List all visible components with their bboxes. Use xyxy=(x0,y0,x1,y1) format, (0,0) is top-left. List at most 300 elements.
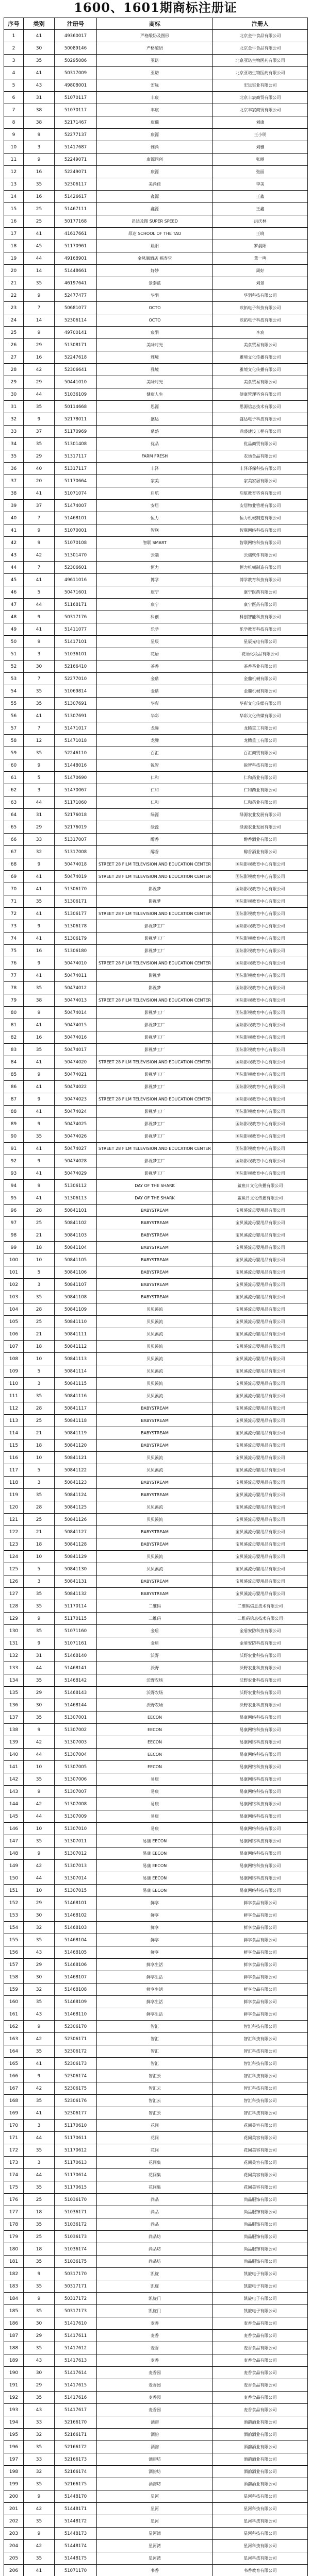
cell-registrant: 智汇科技有限公司 xyxy=(213,2107,308,2120)
cell-index: 35 xyxy=(4,450,24,463)
cell-reg-no: 46197641 xyxy=(55,277,97,290)
cell-registrant: 国际影视教育中心有限公司 xyxy=(213,871,308,883)
cell-class: 35 xyxy=(24,1600,55,1613)
cell-registrant: 星河科技有限公司 xyxy=(213,2515,308,2528)
cell-reg-no: 51448172 xyxy=(55,2515,97,2528)
table-row xyxy=(4,1810,308,1823)
cell-reg-no: 51170611 xyxy=(55,2132,97,2144)
cell-trademark: 麦香 xyxy=(97,2342,213,2354)
cell-reg-no: 51317117 xyxy=(55,450,97,463)
cell-registrant: 刘雅 xyxy=(213,141,308,154)
cell-reg-no: 51301470 xyxy=(55,549,97,562)
cell-reg-no: 52166174 xyxy=(55,2466,97,2478)
cell-class: 9 xyxy=(24,1118,55,1130)
table-row xyxy=(4,772,308,784)
cell-reg-no: 51448173 xyxy=(55,2528,97,2540)
cell-index: 199 xyxy=(4,2478,24,2490)
cell-registrant: 国际影视教育中心有限公司 xyxy=(213,858,308,871)
cell-class: 25 xyxy=(24,2231,55,2243)
cell-class: 9 xyxy=(24,1155,55,1167)
cell-trademark: 影视梦工厂 xyxy=(97,1019,213,1031)
cell-index: 108 xyxy=(4,1353,24,1365)
table-row xyxy=(4,1860,308,1872)
cell-reg-no: 52306170 xyxy=(55,2021,97,2033)
table-row xyxy=(4,1081,308,1093)
cell-index: 179 xyxy=(4,2231,24,2243)
cell-index: 174 xyxy=(4,2169,24,2181)
cell-index: 10 xyxy=(4,141,24,154)
cell-trademark: 星河 xyxy=(97,2515,213,2528)
cell-trademark: 华彩 xyxy=(97,710,213,722)
cell-reg-no: 51426617 xyxy=(55,191,97,203)
cell-reg-no: 52306171 xyxy=(55,2033,97,2045)
cell-reg-no: 51071074 xyxy=(55,487,97,500)
cell-index: 15 xyxy=(4,203,24,215)
cell-reg-no: 50841113 xyxy=(55,1353,97,1365)
cell-class: 3 xyxy=(24,784,55,796)
cell-reg-no: 51071160 xyxy=(55,1625,97,1637)
cell-class: 41 xyxy=(24,933,55,945)
cell-index: 137 xyxy=(4,1711,24,1724)
table-row xyxy=(4,1118,308,1130)
cell-trademark: 绿源 xyxy=(97,821,213,834)
cell-reg-no: 51417101 xyxy=(55,636,97,648)
cell-reg-no: 50841120 xyxy=(55,1439,97,1452)
table-row xyxy=(4,1279,308,1291)
cell-trademark: 金盾 xyxy=(97,1637,213,1650)
table-row xyxy=(4,364,308,376)
cell-class: 38 xyxy=(24,994,55,1007)
cell-class: 21 xyxy=(24,1229,55,1242)
cell-registrant: 锐智科技有限公司 xyxy=(213,759,308,772)
cell-index: 195 xyxy=(4,2429,24,2441)
cell-trademark: BABYSTREAM xyxy=(97,1588,213,1600)
cell-reg-no: 52249071 xyxy=(55,166,97,178)
cell-trademark: EECON xyxy=(97,1736,213,1749)
cell-registrant: 张丽 xyxy=(213,166,308,178)
cell-trademark: 启航 xyxy=(97,487,213,500)
cell-registrant: 华羽科技有限公司 xyxy=(213,290,308,302)
cell-reg-no: 51468140 xyxy=(55,1650,97,1662)
cell-trademark: 贝贝溪流 xyxy=(97,1464,213,1477)
cell-index: 25 xyxy=(4,327,24,339)
cell-reg-no: 51307007 xyxy=(55,1786,97,1798)
table-row xyxy=(4,562,308,574)
cell-trademark: 沃野 xyxy=(97,1650,213,1662)
table-row xyxy=(4,1007,308,1019)
cell-class: 35 xyxy=(24,2045,55,2058)
cell-trademark: 云端 xyxy=(97,549,213,562)
cell-registrant: 宝贝溪流母婴用品有限公司 xyxy=(213,1205,308,1217)
cell-index: 72 xyxy=(4,908,24,920)
header-class: 类别 xyxy=(24,18,55,30)
cell-registrant: 鲜享食品有限公司 xyxy=(213,1971,308,1984)
table-row xyxy=(4,401,308,413)
table-row xyxy=(4,1526,308,1538)
cell-index: 102 xyxy=(4,1279,24,1291)
cell-index: 142 xyxy=(4,1773,24,1786)
cell-class: 18 xyxy=(24,1538,55,1551)
cell-index: 33 xyxy=(4,426,24,438)
cell-index: 9 xyxy=(4,129,24,141)
table-row xyxy=(4,648,308,660)
table-row xyxy=(4,1069,308,1081)
cell-index: 177 xyxy=(4,2206,24,2218)
cell-reg-no: 50474014 xyxy=(55,1007,97,1019)
cell-class: 16 xyxy=(24,351,55,364)
cell-registrant: 金盾安防科技有限公司 xyxy=(213,1637,308,1650)
cell-index: 124 xyxy=(4,1551,24,1563)
cell-reg-no: 51307691 xyxy=(55,698,97,710)
cell-reg-no: 50841108 xyxy=(55,1291,97,1303)
cell-index: 75 xyxy=(4,945,24,957)
cell-reg-no: 50841131 xyxy=(55,1575,97,1588)
cell-reg-no: 51170961 xyxy=(55,240,97,252)
table-row xyxy=(4,1501,308,1514)
cell-registrant: 国际影视教育中心有限公司 xyxy=(213,1167,308,1180)
table-row xyxy=(4,1378,308,1390)
cell-trademark: 易康 EECON xyxy=(97,1872,213,1885)
cell-registrant: 宝贝溪流母婴用品有限公司 xyxy=(213,1464,308,1477)
cell-index: 162 xyxy=(4,2021,24,2033)
cell-reg-no: 51307014 xyxy=(55,1872,97,1885)
cell-class: 29 xyxy=(24,376,55,388)
cell-registrant: 智汇科技有限公司 xyxy=(213,2021,308,2033)
cell-class: 37 xyxy=(24,500,55,512)
cell-index: 201 xyxy=(4,2503,24,2515)
cell-registrant: 尚品服饰有限公司 xyxy=(213,2206,308,2218)
cell-registrant: 恒力机械制造有限公司 xyxy=(213,562,308,574)
cell-index: 103 xyxy=(4,1291,24,1303)
cell-reg-no: 50317176 xyxy=(55,611,97,623)
table-row xyxy=(4,376,308,388)
cell-registrant: 北京亚诺生物医药有限公司 xyxy=(213,67,308,79)
table-row xyxy=(4,2268,308,2280)
cell-registrant: 恒力机械制造有限公司 xyxy=(213,512,308,524)
table-row xyxy=(4,1897,308,1909)
cell-registrant: 酒韵酒业有限公司 xyxy=(213,2429,308,2441)
table-row xyxy=(4,1019,308,1031)
cell-registrant: 麦香食品有限公司 xyxy=(213,2392,308,2404)
cell-class: 42 xyxy=(24,2540,55,2552)
cell-trademark: 星河湾 xyxy=(97,2540,213,2552)
table-row xyxy=(4,599,308,611)
cell-class: 7 xyxy=(24,302,55,314)
cell-class: 43 xyxy=(24,2008,55,2021)
cell-registrant: 酒韵酒业有限公司 xyxy=(213,2478,308,2490)
cell-index: 21 xyxy=(4,277,24,290)
cell-class: 35 xyxy=(24,2218,55,2231)
cell-reg-no: 51467111 xyxy=(55,203,97,215)
cell-index: 170 xyxy=(4,2120,24,2132)
cell-trademark: 易康 EECON xyxy=(97,1835,213,1848)
table-row xyxy=(4,1575,308,1588)
cell-reg-no: 50317172 xyxy=(55,2293,97,2305)
cell-reg-no: 52246110 xyxy=(55,747,97,759)
cell-trademark: 丰宸 xyxy=(97,92,213,104)
cell-trademark: 酒韵坊 xyxy=(97,2466,213,2478)
cell-class: 21 xyxy=(24,1526,55,1538)
cell-registrant: 国际影视教育中心有限公司 xyxy=(213,945,308,957)
cell-index: 14 xyxy=(4,191,24,203)
table-row xyxy=(4,2540,308,2552)
cell-registrant: 刘康 xyxy=(213,116,308,129)
table-row xyxy=(4,834,308,846)
cell-registrant: 易康网络科技有限公司 xyxy=(213,1823,308,1835)
table-row xyxy=(4,203,308,215)
cell-reg-no: 50841127 xyxy=(55,1526,97,1538)
cell-index: 1 xyxy=(4,30,24,42)
cell-class: 29 xyxy=(24,339,55,351)
cell-class: 29 xyxy=(24,2379,55,2392)
cell-registrant: 宝贝溪流母婴用品有限公司 xyxy=(213,1551,308,1563)
cell-trademark: 麦香园 xyxy=(97,2404,213,2416)
cell-class: 9 xyxy=(24,1093,55,1106)
cell-trademark: 贝贝溪流 xyxy=(97,1303,213,1316)
cell-index: 121 xyxy=(4,1514,24,1526)
cell-trademark: EECON xyxy=(97,1724,213,1736)
cell-trademark: 严格酸奶及图形 xyxy=(97,30,213,42)
table-row xyxy=(4,1106,308,1118)
cell-class: 18 xyxy=(24,1439,55,1452)
cell-class: 44 xyxy=(24,2169,55,2181)
cell-registrant: 麦香食品有限公司 xyxy=(213,2379,308,2392)
cell-reg-no: 52166173 xyxy=(55,2453,97,2466)
cell-class: 44 xyxy=(24,1872,55,1885)
cell-reg-no: 51170614 xyxy=(55,2169,97,2181)
cell-class: 21 xyxy=(24,1328,55,1341)
table-row xyxy=(4,2120,308,2132)
cell-registrant: 智联网络科技有限公司 xyxy=(213,524,308,537)
cell-trademark: 严格酸奶 xyxy=(97,42,213,55)
table-row xyxy=(4,2317,308,2330)
cell-index: 196 xyxy=(4,2441,24,2453)
cell-trademark: 凯旋门 xyxy=(97,2305,213,2317)
cell-trademark: 花间 xyxy=(97,2120,213,2132)
table-row xyxy=(4,784,308,796)
table-row xyxy=(4,2181,308,2194)
cell-reg-no: 50474027 xyxy=(55,1143,97,1155)
cell-index: 53 xyxy=(4,673,24,685)
header-index: 序号 xyxy=(4,18,24,30)
cell-trademark: 贝贝溪流 xyxy=(97,1390,213,1402)
cell-index: 51 xyxy=(4,648,24,660)
cell-index: 143 xyxy=(4,1786,24,1798)
cell-trademark: 花间 xyxy=(97,2144,213,2157)
cell-registrant: 康宁医药有限公司 xyxy=(213,586,308,599)
table-row xyxy=(4,2367,308,2379)
table-row xyxy=(4,1143,308,1155)
cell-index: 7 xyxy=(4,104,24,116)
cell-index: 94 xyxy=(4,1180,24,1192)
cell-index: 202 xyxy=(4,2515,24,2528)
cell-trademark: 龙腾 xyxy=(97,735,213,747)
cell-index: 22 xyxy=(4,290,24,302)
cell-reg-no: 50474017 xyxy=(55,1044,97,1056)
cell-registrant: 金盾安防科技有限公司 xyxy=(213,1625,308,1637)
cell-trademark: 易康 xyxy=(97,1798,213,1810)
cell-trademark: 影视梦工厂 xyxy=(97,1031,213,1044)
cell-trademark: 绿源 xyxy=(97,809,213,821)
cell-registrant: 易康网络科技有限公司 xyxy=(213,1885,308,1897)
cell-registrant: 凯旋电子有限公司 xyxy=(213,2305,308,2317)
cell-class: 32 xyxy=(24,1984,55,1996)
cell-trademark: 凯旋 xyxy=(97,2268,213,2280)
cell-class: 41 xyxy=(24,710,55,722)
table-row xyxy=(4,2008,308,2021)
cell-index: 183 xyxy=(4,2280,24,2293)
cell-class: 44 xyxy=(24,2132,55,2144)
table-row xyxy=(4,154,308,166)
cell-index: 32 xyxy=(4,413,24,426)
table-row xyxy=(4,1835,308,1848)
table-row xyxy=(4,2453,308,2466)
cell-registrant: 张丽 xyxy=(213,154,308,166)
cell-trademark: 龙腾 xyxy=(97,722,213,735)
cell-class: 41 xyxy=(24,67,55,79)
cell-index: 8 xyxy=(4,116,24,129)
cell-index: 18 xyxy=(4,240,24,252)
cell-trademark: 乐学 xyxy=(97,623,213,636)
cell-index: 176 xyxy=(4,2194,24,2206)
cell-class: 3 xyxy=(24,2157,55,2169)
table-row xyxy=(4,240,308,252)
cell-class: 41 xyxy=(24,1192,55,1205)
cell-reg-no: 50841129 xyxy=(55,1551,97,1563)
cell-reg-no: 51468109 xyxy=(55,1996,97,2008)
cell-class: 3 xyxy=(24,1378,55,1390)
cell-index: 5 xyxy=(4,79,24,92)
table-row xyxy=(4,1699,308,1711)
cell-index: 20 xyxy=(4,265,24,277)
cell-index: 38 xyxy=(4,487,24,500)
cell-class: 7 xyxy=(24,673,55,685)
cell-index: 194 xyxy=(4,2416,24,2429)
cell-reg-no: 51170114 xyxy=(55,1600,97,1613)
cell-reg-no: 51470690 xyxy=(55,772,97,784)
cell-index: 172 xyxy=(4,2144,24,2157)
cell-trademark: 贝贝溪流 xyxy=(97,1501,213,1514)
cell-trademark: 易康 xyxy=(97,1810,213,1823)
table-row xyxy=(4,2528,308,2540)
cell-reg-no: 51448174 xyxy=(55,2540,97,2552)
cell-index: 44 xyxy=(4,562,24,574)
cell-registrant: 鲜享食品有限公司 xyxy=(213,1897,308,1909)
cell-class: 9 xyxy=(24,611,55,623)
cell-index: 2 xyxy=(4,42,24,55)
cell-registrant: 宝贝溪流母婴用品有限公司 xyxy=(213,1328,308,1341)
table-row xyxy=(4,42,308,55)
table-row xyxy=(4,970,308,982)
cell-class: 41 xyxy=(24,487,55,500)
cell-registrant: 宝贝溪流母婴用品有限公司 xyxy=(213,1477,308,1489)
cell-trademark: 贝贝溪流 xyxy=(97,1365,213,1378)
cell-trademark: 金凤凰酒店 福寿堂 xyxy=(97,252,213,265)
cell-class: 33 xyxy=(24,834,55,846)
table-row xyxy=(4,1613,308,1625)
cell-registrant: 宝贝溪流母婴用品有限公司 xyxy=(213,1538,308,1551)
cell-trademark: OCTO xyxy=(97,302,213,314)
table-row xyxy=(4,1242,308,1254)
cell-reg-no: 50474026 xyxy=(55,1130,97,1143)
table-row xyxy=(4,883,308,895)
cell-index: 146 xyxy=(4,1823,24,1835)
cell-registrant: 博学教育科技有限公司 xyxy=(213,574,308,586)
table-row xyxy=(4,129,308,141)
cell-reg-no: 51417612 xyxy=(55,2342,97,2354)
cell-index: 76 xyxy=(4,957,24,970)
cell-trademark: 鲜享 xyxy=(97,1909,213,1922)
cell-reg-no: 51448175 xyxy=(55,2552,97,2565)
cell-registrant: 宝贝溪流母婴用品有限公司 xyxy=(213,1279,308,1291)
cell-trademark: 锐智 xyxy=(97,759,213,772)
cell-reg-no: 50841126 xyxy=(55,1514,97,1526)
table-row xyxy=(4,438,308,450)
cell-reg-no: 51306170 xyxy=(55,883,97,895)
cell-index: 139 xyxy=(4,1736,24,1749)
cell-registrant: 国际影视教育中心有限公司 xyxy=(213,1007,308,1019)
cell-index: 63 xyxy=(4,796,24,809)
cell-registrant: 国际影视教育中心有限公司 xyxy=(213,1019,308,1031)
cell-reg-no: 50295086 xyxy=(55,55,97,67)
table-row xyxy=(4,1563,308,1575)
cell-registrant: 宝贝溪流母婴用品有限公司 xyxy=(213,1415,308,1427)
cell-class: 29 xyxy=(24,2330,55,2342)
cell-index: 34 xyxy=(4,438,24,450)
cell-trademark: 易康 xyxy=(97,1773,213,1786)
table-row xyxy=(4,2478,308,2490)
cell-trademark: 二维码 xyxy=(97,1600,213,1613)
cell-trademark: 智汇云 xyxy=(97,2070,213,2082)
cell-class: 44 xyxy=(24,388,55,401)
cell-trademark: BABYSTREAM xyxy=(97,1266,213,1279)
cell-trademark: 宏远 xyxy=(97,79,213,92)
cell-reg-no: 50841119 xyxy=(55,1427,97,1439)
cell-class: 9 xyxy=(24,1848,55,1860)
cell-class: 41 xyxy=(24,1019,55,1031)
cell-reg-no: 51071170 xyxy=(55,2565,97,2576)
table-row xyxy=(4,2058,308,2070)
table-row xyxy=(4,1848,308,1860)
cell-reg-no: 51307013 xyxy=(55,1860,97,1872)
cell-class: 44 xyxy=(24,252,55,265)
table-row xyxy=(4,908,308,920)
cell-trademark: 影视梦工厂 xyxy=(97,1081,213,1093)
cell-trademark: 鲜享生活 xyxy=(97,1971,213,1984)
cell-class: 41 xyxy=(24,228,55,240)
table-row xyxy=(4,1303,308,1316)
cell-reg-no: 51170115 xyxy=(55,1613,97,1625)
table-row xyxy=(4,1093,308,1106)
cell-reg-no: 51468108 xyxy=(55,1984,97,1996)
cell-class: 35 xyxy=(24,178,55,191)
table-row xyxy=(4,1786,308,1798)
table-row xyxy=(4,314,308,327)
cell-reg-no: 51307009 xyxy=(55,1810,97,1823)
cell-class: 9 xyxy=(24,327,55,339)
cell-reg-no: 50474022 xyxy=(55,1081,97,1093)
cell-registrant: 家美家居有限公司 xyxy=(213,475,308,487)
cell-reg-no: 50841112 xyxy=(55,1341,97,1353)
cell-index: 138 xyxy=(4,1724,24,1736)
cell-registrant: 花间美容有限公司 xyxy=(213,2120,308,2132)
header-registrant: 注册人 xyxy=(213,18,308,30)
cell-registrant: 二维码信息技术有限公司 xyxy=(213,1600,308,1613)
table-row xyxy=(4,1130,308,1143)
cell-reg-no: 50841121 xyxy=(55,1452,97,1464)
cell-trademark: 智联 SMART xyxy=(97,537,213,549)
cell-index: 132 xyxy=(4,1650,24,1662)
